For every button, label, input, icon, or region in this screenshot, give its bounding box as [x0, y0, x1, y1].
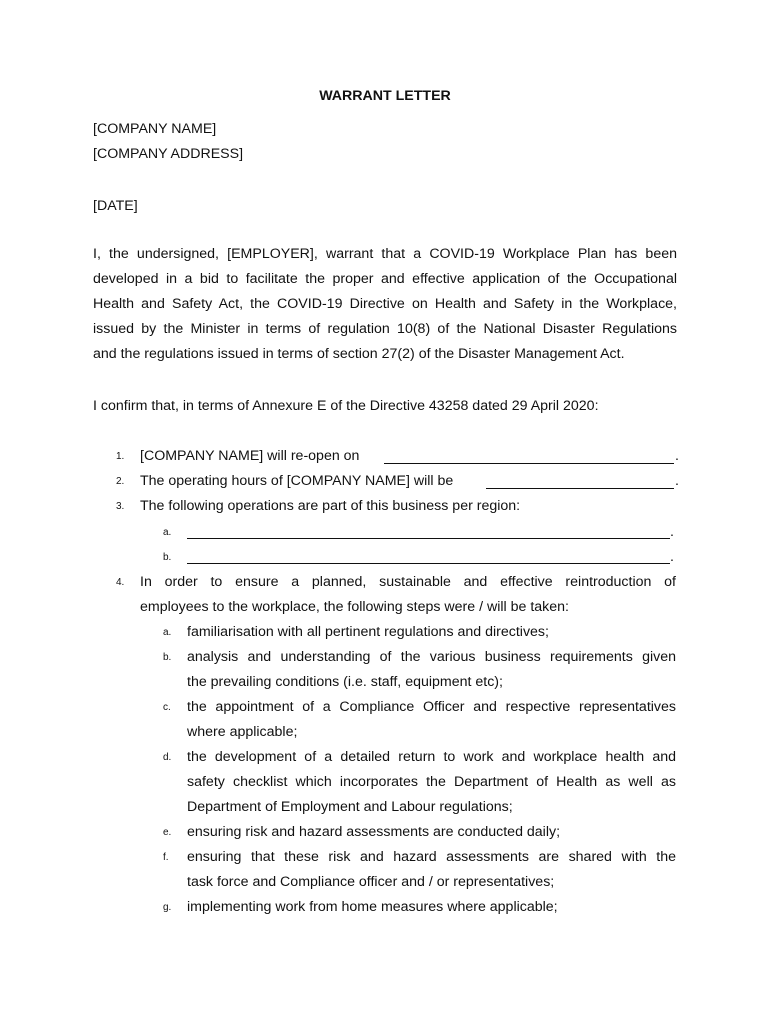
- list-letter: f.: [163, 852, 169, 863]
- step-line: ensuring that these risk and hazard assessments are shared with the: [187, 849, 676, 865]
- step-line: implementing work from home measures where applicable;: [187, 899, 558, 915]
- list-letter: a.: [163, 627, 172, 638]
- company-name: [COMPANY NAME]: [93, 121, 217, 137]
- line-end: .: [675, 473, 679, 489]
- item4-line: employees to the workplace, the following steps were / will be taken:: [140, 599, 569, 615]
- step-line: the development of a detailed return to work and workplace health and: [187, 749, 676, 765]
- reopen-label: [COMPANY NAME] will re-open on: [140, 448, 360, 464]
- line-end: .: [670, 524, 674, 540]
- document-title: WARRANT LETTER: [319, 88, 451, 104]
- step-line: task force and Compliance officer and / or representatives;: [187, 874, 555, 890]
- confirm-statement: I confirm that, in terms of Annexure E of the Directive 43258 dated 29 April 2020:: [93, 398, 599, 414]
- list-letter: e.: [163, 827, 172, 838]
- step-line: familiarisation with all pertinent regulations and directives;: [187, 624, 549, 640]
- company-address: [COMPANY ADDRESS]: [93, 146, 244, 162]
- intro-line: and the regulations issued in terms of section 27(2) of the Disaster Management Act.: [93, 346, 625, 362]
- operating-hours-blank[interactable]: [486, 488, 674, 489]
- step-line: the appointment of a Compliance Officer and respective representatives: [187, 699, 676, 715]
- step-line: where applicable;: [187, 724, 298, 740]
- date-placeholder: [DATE]: [93, 198, 138, 214]
- list-number: 3.: [116, 501, 125, 512]
- list-letter: a.: [163, 527, 172, 538]
- list-letter: c.: [163, 702, 171, 713]
- step-line: ensuring risk and hazard assessments are conducted daily;: [187, 824, 561, 840]
- step-line: Department of Employment and Labour regulations;: [187, 799, 513, 815]
- operating-hours-label: The operating hours of [COMPANY NAME] will be: [140, 473, 454, 489]
- line-end: .: [675, 448, 679, 464]
- intro-line: I, the undersigned, [EMPLOYER], warrant that a COVID-19 Workplace Plan has been: [93, 246, 677, 262]
- list-letter: g.: [163, 902, 172, 913]
- list-letter: d.: [163, 752, 172, 763]
- intro-line: developed in a bid to facilitate the proper and effective application of the Occupational: [93, 271, 677, 287]
- step-line: safety checklist which incorporates the Department of Health as well as: [187, 774, 676, 790]
- item4-line: In order to ensure a planned, sustainable and effective reintroduction of: [140, 574, 676, 590]
- region-blank-b[interactable]: [187, 563, 670, 564]
- intro-line: Health and Safety Act, the COVID-19 Directive on Health and Safety in the Workplace,: [93, 296, 677, 312]
- step-line: the prevailing conditions (i.e. staff, equipment etc);: [187, 674, 503, 690]
- list-letter: b.: [163, 552, 172, 563]
- list-number: 4.: [116, 577, 125, 588]
- region-blank-a[interactable]: [187, 538, 670, 539]
- intro-line: issued by the Minister in terms of regulation 10(8) of the National Disaster Regulations: [93, 321, 677, 337]
- operations-label: The following operations are part of this business per region:: [140, 498, 521, 514]
- line-end: .: [670, 549, 674, 565]
- list-number: 1.: [116, 451, 125, 462]
- list-number: 2.: [116, 476, 125, 487]
- list-letter: b.: [163, 652, 172, 663]
- step-line: analysis and understanding of the various business requirements given: [187, 649, 676, 665]
- reopen-date-blank[interactable]: [384, 463, 674, 464]
